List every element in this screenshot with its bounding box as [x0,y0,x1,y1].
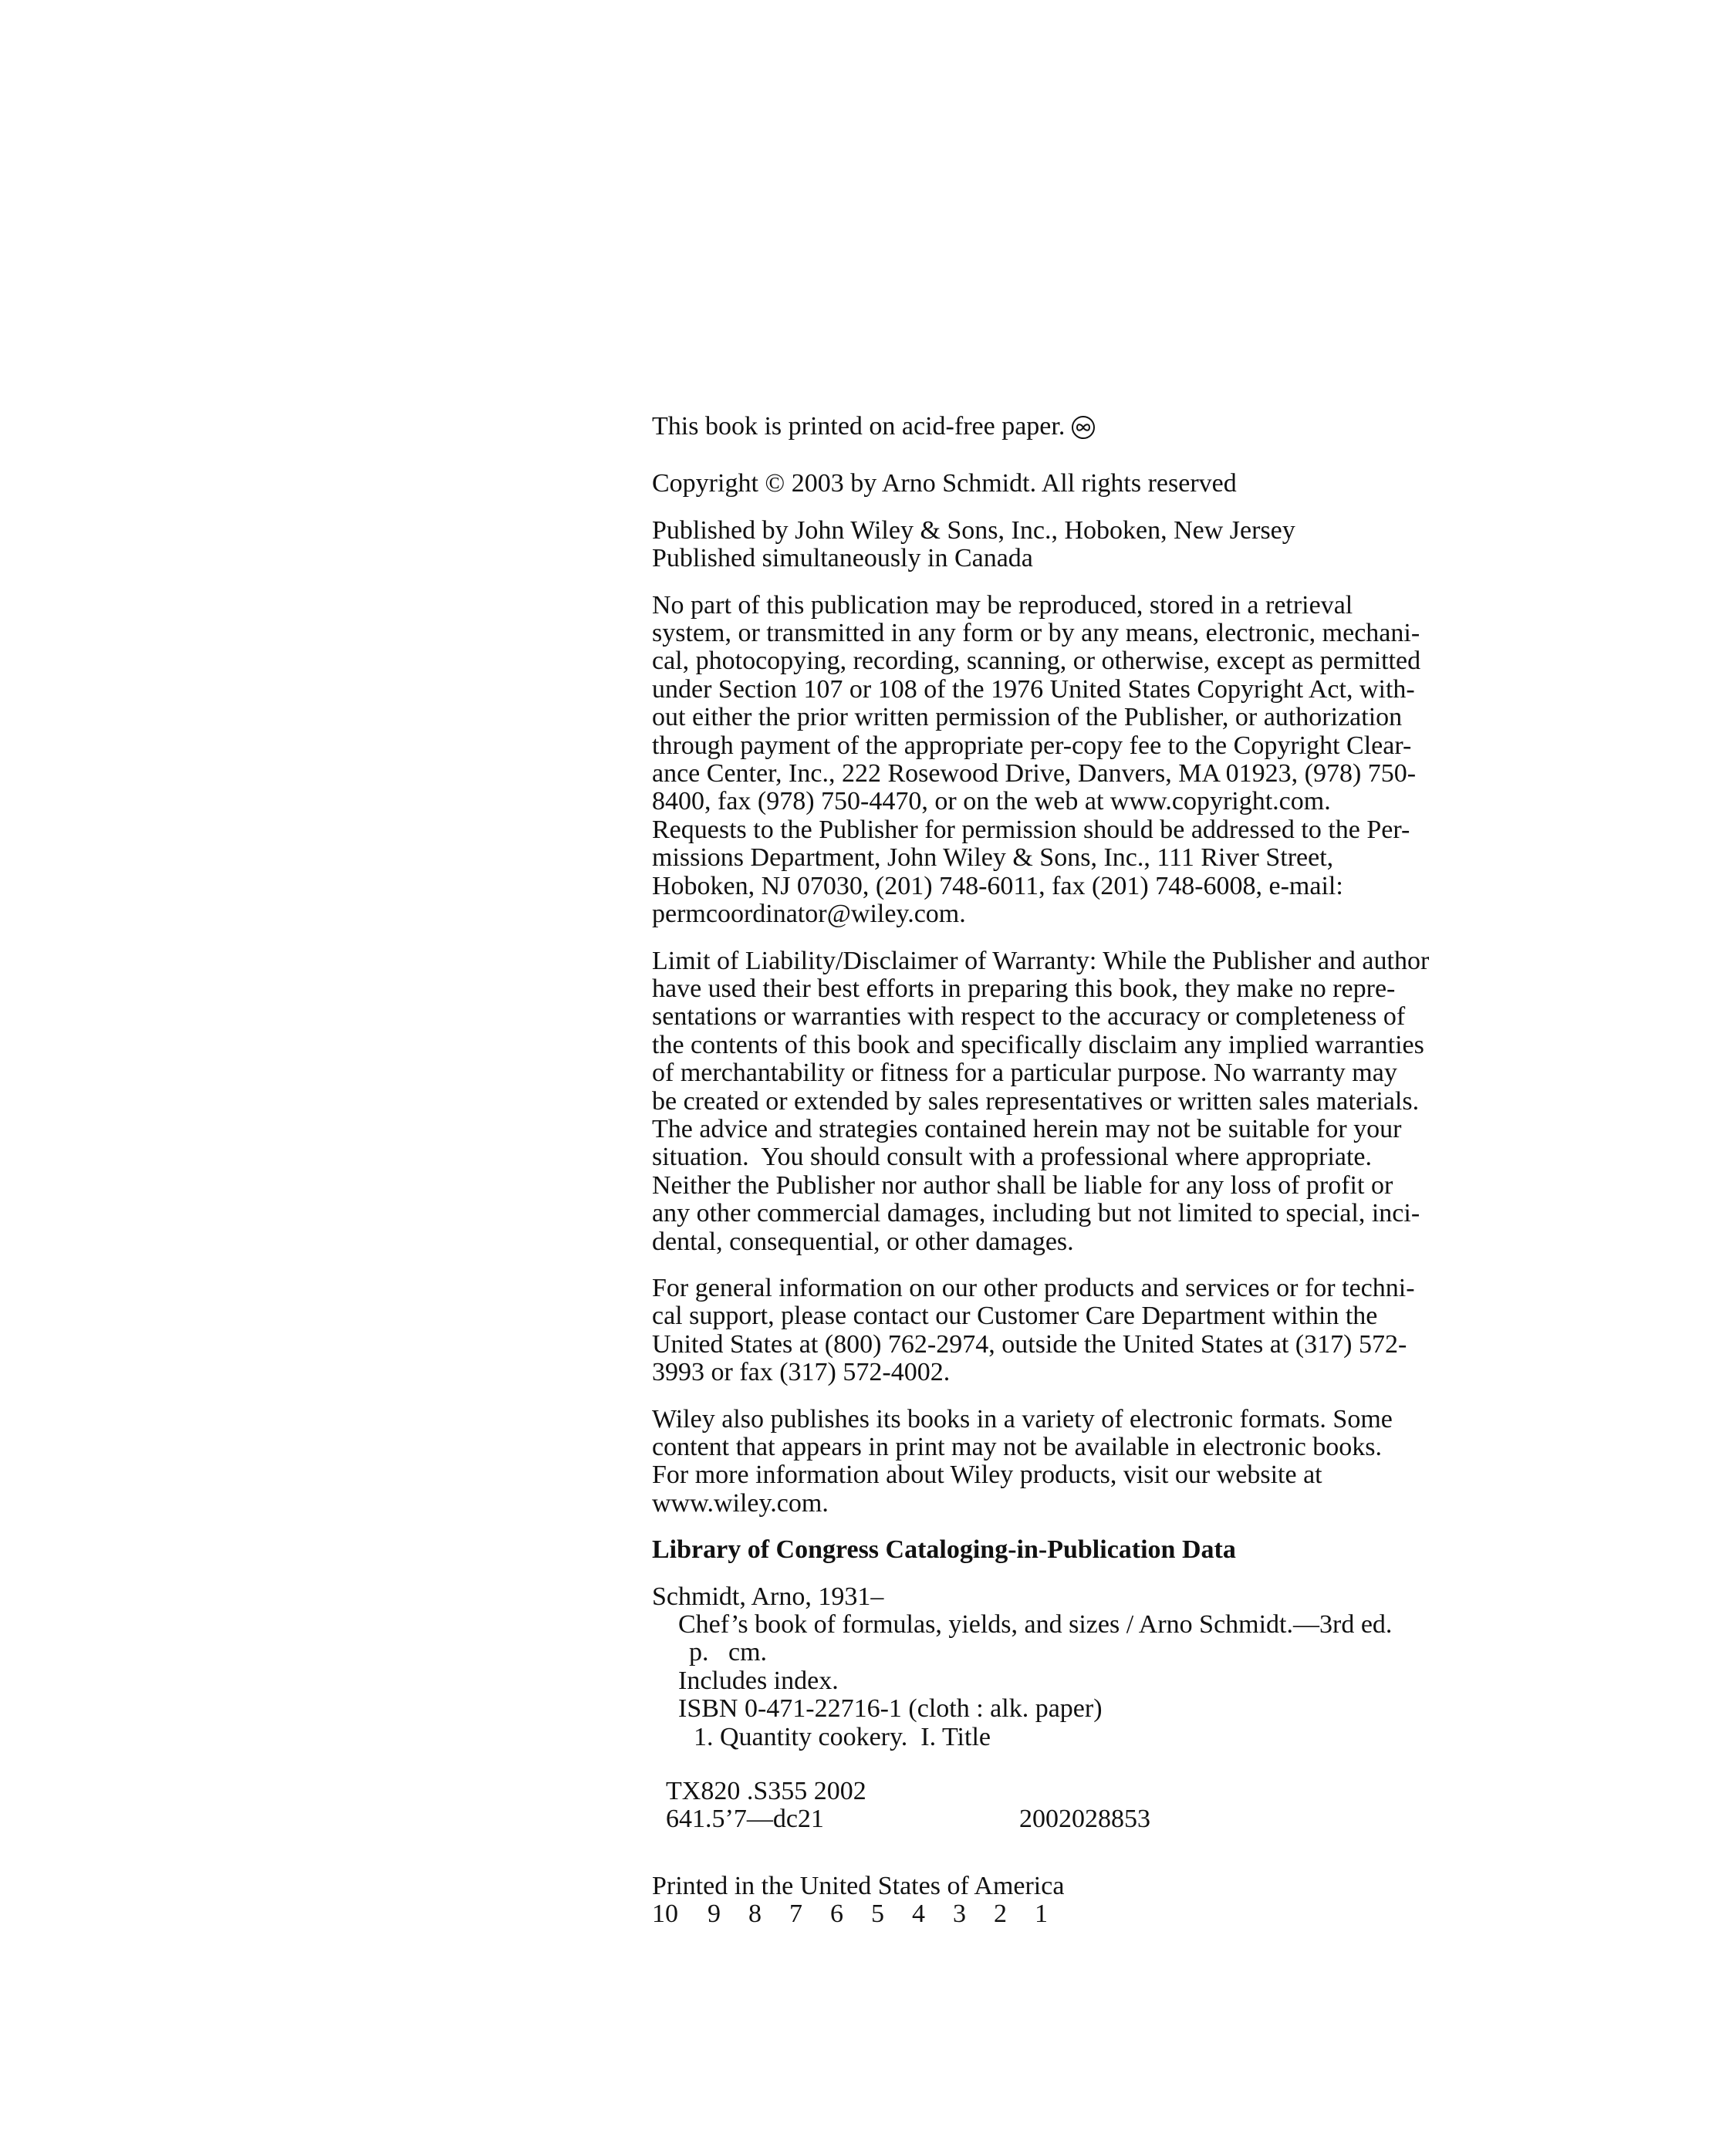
permissions-line: missions Department, John Wiley & Sons, Inc., 111 River Street, [652,843,1334,873]
permissions-line: out either the prior written permission of the Publisher, or authorization [652,703,1403,732]
liability-line: dental, consequential, or other damages. [652,1227,1074,1256]
liability-line: the contents of this book and specifically disclaim any implied warranties [652,1030,1424,1059]
print-line-numbers [652,1900,1547,1928]
cip-pages: p. cm. [689,1638,768,1667]
permissions-line: system, or transmitted in any form or by any means, electronic, mechani- [652,619,1420,648]
cip-data [652,1583,1547,1751]
electronic-line: www.wiley.com. [652,1488,829,1518]
liability-line: situation. You should consult with a professional where appropriate. [652,1143,1372,1172]
support-line: cal support, please contact our Customer Care Department within the [652,1302,1378,1331]
print-number: 9 [708,1900,721,1929]
support-line: 3993 or fax (317) 572-4002. [652,1358,951,1387]
dewey-classification: 641.5’7—dc21 [666,1805,824,1834]
liability-line: Neither the Publisher nor author shall be liable for any loss of profit or [652,1170,1393,1200]
lc-classification: TX820 .S355 2002 [666,1777,866,1806]
cip-isbn: ISBN 0-471-22716-1 (cloth : alk. paper) [678,1694,1103,1724]
permissions-line: Hoboken, NJ 07030, (201) 748-6011, fax (201) 748-6008, e-mail: [652,871,1343,900]
permissions-line: Requests to the Publisher for permission should be addressed to the Per- [652,815,1410,844]
print-number: 1 [1035,1900,1048,1929]
liability-line: sentations or warranties with respect to the accuracy or completeness of [652,1002,1406,1032]
publisher-line: Published simultaneously in Canada [652,544,1033,573]
print-number: 2 [994,1900,1007,1929]
support-line: United States at (800) 762-2974, outside the United States at (317) 572- [652,1329,1407,1359]
permissions-paragraph [652,592,1547,929]
lc-class-row [666,1778,1547,1805]
permissions-line: through payment of the appropriate per-copy fee to the Copyright Clear- [652,731,1412,760]
support-paragraph [652,1275,1547,1387]
print-number: 6 [830,1900,843,1929]
publisher-paragraph [652,517,1547,573]
copyright-block [652,413,1547,1929]
permissions-line: cal, photocopying, recording, scanning, or otherwise, except as permitted [652,647,1421,676]
electronic-line: content that appears in print may not be available in electronic books. [652,1433,1383,1461]
infinity-circle-icon [1071,415,1096,440]
acid-free-line [652,413,1547,441]
permissions-line: permcoordinator@wiley.com. [652,900,966,929]
print-number: 10 [652,1900,678,1929]
electronic-line: For more information about Wiley products, visit our website at [652,1461,1322,1490]
cip-title: Chef’s book of formulas, yields, and sizes / Arno Schmidt.—3rd ed. [678,1610,1393,1640]
copyright-notice: Copyright © 2003 by Arno Schmidt. All rights reserved [652,469,1237,498]
publisher-line: Published by John Wiley & Sons, Inc., Hoboken, New Jersey [652,515,1295,545]
permissions-line: under Section 107 or 108 of the 1976 United States Copyright Act, with- [652,674,1415,704]
acid-free-text: This book is printed on acid-free paper. [652,412,1066,441]
permissions-line: ance Center, Inc., 222 Rosewood Drive, Danvers, MA 01923, (978) 750- [652,759,1417,789]
print-number: 8 [748,1900,762,1929]
printed-block [652,1873,1547,1929]
permissions-line: 8400, fax (978) 750-4470, or on the web at www.copyright.com. [652,787,1331,816]
cip-author: Schmidt, Arno, 1931– [652,1582,884,1611]
print-number: 3 [953,1900,966,1929]
support-line: For general information on our other products and services or for techni- [652,1273,1415,1302]
print-number: 5 [871,1900,884,1929]
liability-line: of merchantability or fitness for a particular purpose. No warranty may [652,1059,1397,1088]
dewey-row [666,1805,1547,1833]
cip-heading: Library of Congress Cataloging-in-Publication Data [652,1535,1236,1565]
cip-index: Includes index. [678,1666,839,1695]
print-number: 4 [912,1900,925,1929]
permissions-line: No part of this publication may be reproduced, stored in a retrieval [652,590,1353,620]
cip-subjects: 1. Quantity cookery. I. Title [694,1722,991,1751]
liability-line: Limit of Liability/Disclaimer of Warranty: While the Publisher and author [652,946,1430,975]
liability-paragraph [652,947,1547,1256]
electronic-line: Wiley also publishes its books in a variety of electronic formats. Some [652,1404,1393,1434]
liability-line: have used their best efforts in preparing this book, they make no repre- [652,974,1396,1003]
liability-line: be created or extended by sales representatives or written sales materials. [652,1086,1420,1116]
classification-block [652,1778,1547,1834]
liability-line: The advice and strategies contained herein may not be suitable for your [652,1114,1402,1143]
lccn-number: 2002028853 [1019,1805,1150,1834]
print-number: 7 [789,1900,802,1929]
electronic-paragraph [652,1406,1547,1518]
printed-country: Printed in the United States of America [652,1871,1065,1900]
liability-line: any other commercial damages, including but not limited to special, inci- [652,1199,1420,1228]
